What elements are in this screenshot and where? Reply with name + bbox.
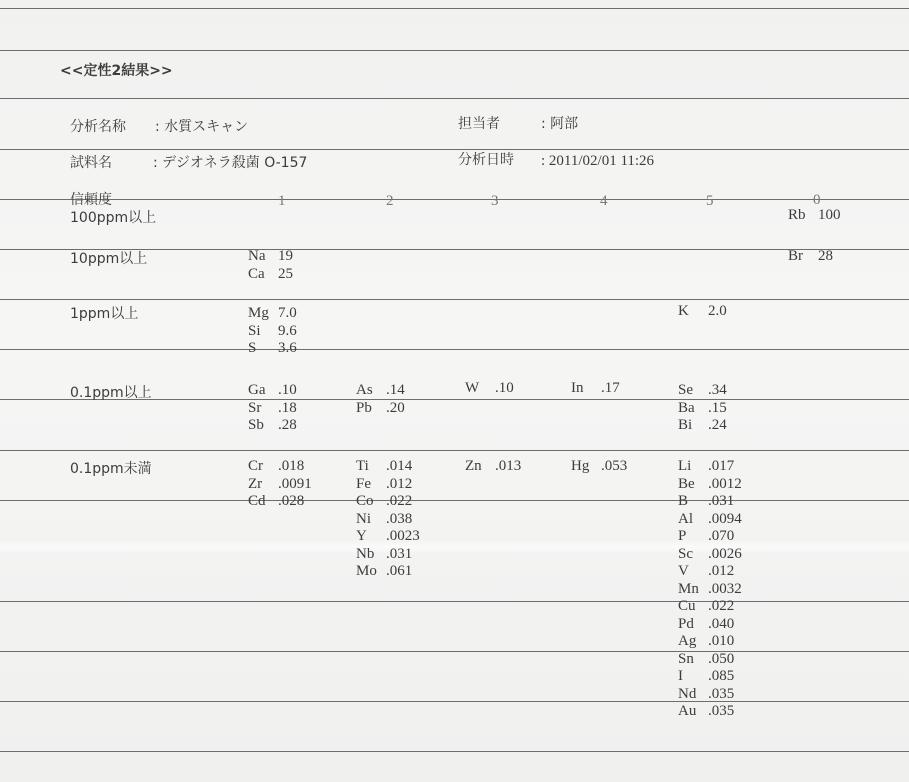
element-entry [678,668,742,686]
element-value: 25 [278,265,293,282]
element-value: .040 [708,615,735,632]
element-value: .035 [708,703,735,719]
date-value: : 2011/02/01 11:26 [541,153,655,169]
element-symbol: Bi [678,417,693,433]
element-value: .022 [708,598,735,614]
element-value: .20 [386,399,405,416]
element-value: .022 [386,493,413,509]
row-label: 100ppm以上 [70,210,157,226]
element-entry [788,248,833,266]
element-entry [678,703,742,721]
analysis-name-label: 分析名称 [70,119,126,135]
element-value: .028 [278,493,305,509]
element-entry [678,633,742,651]
element-value: .0012 [708,475,742,492]
element-value: .0023 [386,528,420,544]
element-symbol: Hg [571,458,590,474]
element-cell [465,380,514,398]
element-value: .018 [278,458,305,474]
element-symbol: Zr [248,475,263,492]
element-entry [248,382,297,400]
element-symbol: Cu [678,598,696,614]
column-header: 5 [706,193,714,209]
element-value: 19 [278,248,293,264]
element-cell [356,458,420,581]
element-value: .038 [386,510,413,527]
element-value: .012 [708,563,735,579]
element-entry [356,382,405,400]
element-symbol: Co [356,493,374,509]
row-label: 0.1ppm以上 [70,385,152,401]
element-symbol: K [678,303,689,319]
element-entry [356,458,420,476]
element-entry [678,598,742,616]
reliability-label: 信頼度 [70,192,112,208]
element-value: .0094 [708,510,742,527]
element-value: 2.0 [708,303,727,319]
element-value: .24 [708,417,727,433]
element-entry [248,400,297,418]
element-entry [356,400,405,418]
element-symbol: Al [678,510,693,527]
scan-fold-band [0,540,909,554]
element-value: 100 [818,207,841,223]
element-entry [571,458,627,476]
element-entry [248,493,312,511]
ruled-line [0,450,909,451]
element-symbol: Ti [356,458,369,474]
element-entry [678,400,727,418]
element-cell [678,303,727,321]
column-header: 4 [600,193,608,209]
element-entry [465,458,521,476]
ruled-line [0,8,909,9]
element-entry [678,511,742,529]
element-cell [678,458,742,721]
element-value: .035 [708,685,735,702]
element-entry [248,266,293,284]
element-value: .014 [386,458,413,474]
element-value: 28 [818,248,833,264]
element-entry [678,651,742,669]
element-entry [465,380,514,398]
element-entry [678,528,742,546]
element-entry [678,303,727,321]
element-value: 9.6 [278,322,297,339]
element-symbol: Mo [356,563,377,579]
element-value: .017 [708,458,735,474]
element-value: .0091 [278,475,312,492]
element-entry [356,493,420,511]
element-entry [678,581,742,599]
row-label: 0.1ppm未満 [70,461,152,477]
element-symbol: Mn [678,580,699,597]
element-value: .10 [278,382,297,398]
element-entry [678,476,742,494]
element-entry [788,207,841,225]
row-label: 1ppm以上 [70,306,139,322]
ruled-line [0,349,909,350]
element-value: .17 [601,380,620,396]
element-value: .28 [278,417,297,433]
ruled-line [0,249,909,250]
element-symbol: Ba [678,399,695,416]
ruled-line [0,199,909,200]
element-cell [356,382,405,417]
element-symbol: Sr [248,399,262,416]
element-entry [248,458,312,476]
element-value: .0032 [708,580,742,597]
element-entry [571,380,620,398]
sample-value: : デジオネラ殺菌 O-157 [153,155,308,171]
element-symbol: W [465,380,480,396]
element-entry [678,563,742,581]
element-value: .061 [386,563,413,579]
element-entry [678,382,727,400]
ruled-line [0,751,909,752]
element-entry [248,340,297,358]
element-cell [788,248,833,266]
column-header: 1 [278,193,286,209]
element-entry [678,458,742,476]
element-entry [248,305,297,323]
element-symbol: Cr [248,458,263,474]
sample-label: 試料名 [70,155,112,171]
element-symbol: Br [788,248,803,264]
ruled-line [0,299,909,300]
element-symbol: Na [248,248,266,264]
element-symbol: Be [678,475,695,492]
element-entry [678,493,742,511]
element-value: .0026 [708,545,742,562]
element-value: 7.0 [278,305,297,321]
element-value: .10 [495,380,514,396]
element-symbol: Nd [678,685,697,702]
ruled-line [0,98,909,99]
element-entry [356,528,420,546]
element-symbol: Fe [356,475,371,492]
element-value: .34 [708,382,727,398]
element-symbol: Sb [248,417,264,433]
row-label: 10ppm以上 [70,251,148,267]
element-value: 3.6 [278,340,297,356]
element-entry [356,563,420,581]
element-symbol: V [678,563,689,579]
element-entry [356,546,420,564]
element-value: .031 [708,493,735,509]
ruled-line [0,701,909,702]
element-entry [248,323,297,341]
element-cell [248,458,312,511]
element-value: .18 [278,399,297,416]
element-symbol: Ag [678,633,697,649]
analysis-name-value: : 水質スキャン [155,119,249,135]
element-symbol: Y [356,528,367,544]
element-symbol: Pb [356,399,372,416]
element-symbol: Sc [678,545,693,562]
element-symbol: S [248,340,257,356]
element-symbol: Ga [248,382,266,398]
column-header: 0 [813,192,821,208]
element-value: .031 [386,545,413,562]
element-value: .14 [386,382,405,398]
element-symbol: Mg [248,305,269,321]
ruled-line [0,601,909,602]
element-entry [678,417,727,435]
element-entry [248,417,297,435]
person-label: 担当者 [458,116,500,132]
element-entry [678,546,742,564]
element-entry [356,511,420,529]
element-cell [788,207,841,225]
element-symbol: Rb [788,207,806,223]
element-symbol: Ca [248,265,265,282]
element-symbol: Sn [678,650,694,667]
ruled-line [0,50,909,51]
element-entry [356,476,420,494]
element-symbol: Pd [678,615,694,632]
element-symbol: P [678,528,687,544]
element-cell [571,380,620,398]
ruled-line [0,500,909,501]
element-symbol: Ni [356,510,371,527]
element-entry [248,476,312,494]
element-symbol: As [356,382,373,398]
element-entry [678,686,742,704]
element-symbol: Si [248,322,261,339]
element-value: .050 [708,650,735,667]
element-cell [248,248,293,283]
section-title: <<定性2結果>> [60,63,173,79]
element-value: .012 [386,475,413,492]
element-value: .010 [708,633,735,649]
ruled-line [0,651,909,652]
element-symbol: Li [678,458,692,474]
element-symbol: Au [678,703,697,719]
element-symbol: Nb [356,545,375,562]
element-value: .085 [708,668,735,684]
element-symbol: Zn [465,458,482,474]
element-symbol: Se [678,382,693,398]
date-label: 分析日時 [458,152,514,168]
element-entry [248,248,293,266]
element-entry [678,616,742,634]
element-cell [248,382,297,435]
element-symbol: In [571,380,584,396]
person-value: : 阿部 [541,116,579,132]
element-value: .053 [601,458,628,474]
element-cell [571,458,627,476]
element-value: .070 [708,528,735,544]
element-symbol: Cd [248,493,266,509]
element-cell [248,305,297,358]
column-header: 3 [491,193,499,209]
element-symbol: B [678,493,689,509]
ruled-line [0,149,909,150]
element-symbol: I [678,668,683,684]
element-cell [465,458,521,476]
element-cell [678,382,727,435]
column-header: 2 [386,193,394,209]
element-value: .013 [495,458,522,474]
element-value: .15 [708,399,727,416]
